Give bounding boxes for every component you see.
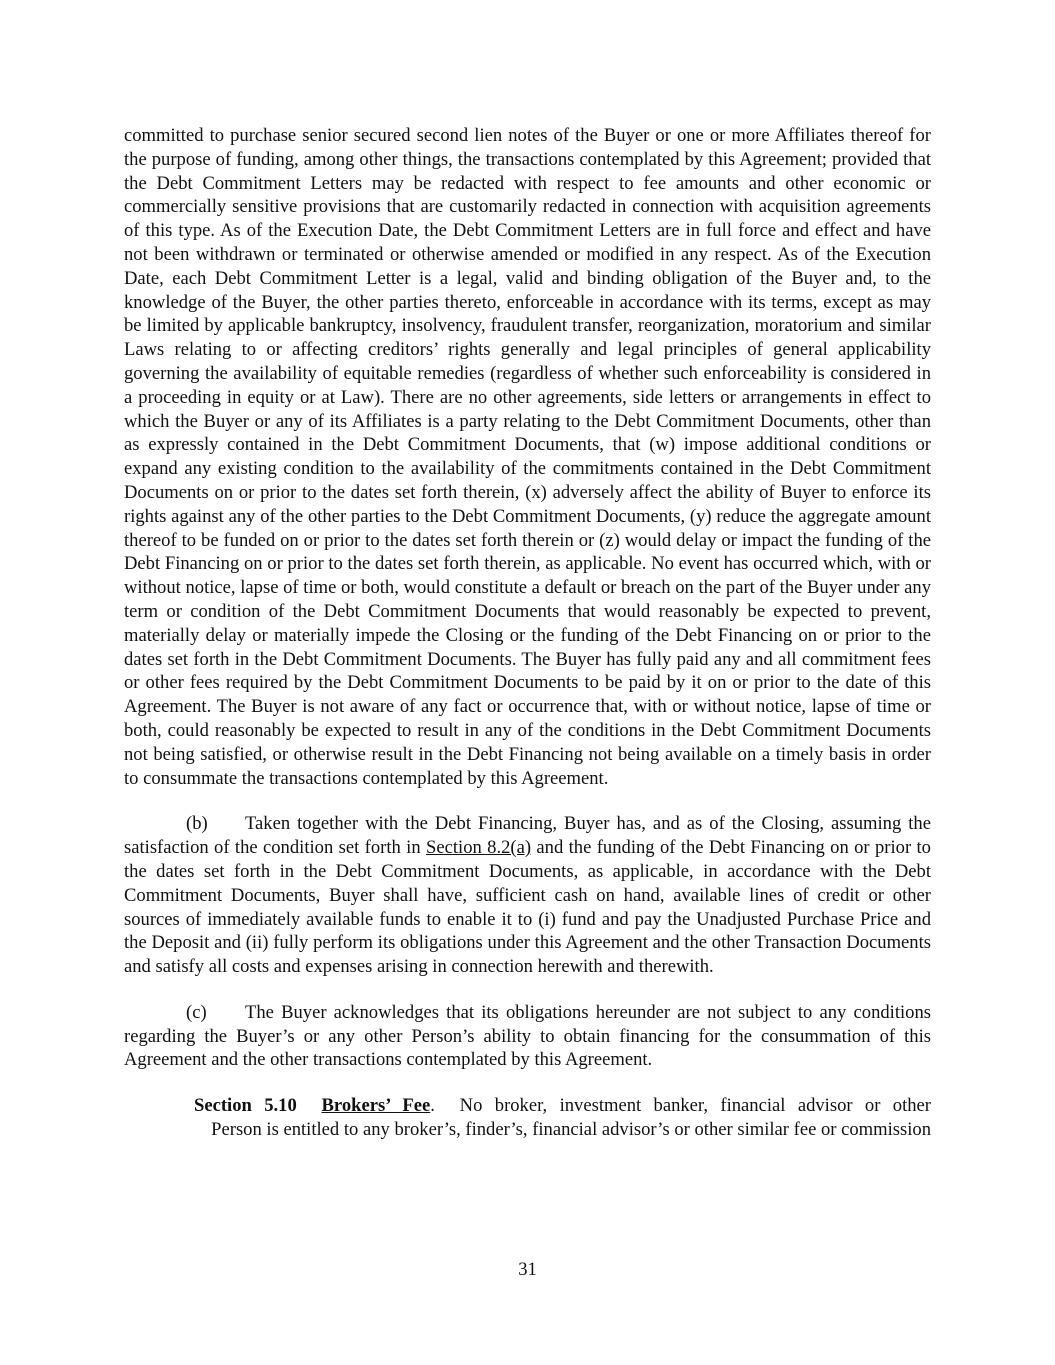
paragraph-c <box>124 1001 931 1072</box>
section-5-10-line-1: No broker, investment banker, financial advisor or other <box>459 1095 931 1117</box>
document-page <box>124 124 931 1142</box>
page-number: 31 <box>518 1259 537 1280</box>
paragraph-c-label: (c) <box>186 1001 207 1023</box>
paragraph-b-text-end: and the funding of the Debt Financing on or prior to the dates set forth in the Debt Commitment Documents, as applicable, in accordance with the Debt Commitment Documents, Buyer shall have, sufficient cash on hand, available lines of credit or other sources of immediately available funds to enable it to (i) fund and pay the Unadjusted Purchase Price and the Deposit and (ii) fully perform its obligations under this Agreement and the other Transaction Documents and satisfy all costs and expenses arising in connection herewith and therewith. <box>124 837 931 978</box>
paragraph-c-text: The Buyer acknowledges that its obligations hereunder are not subject to any conditions regarding the Buyer’s or any other Person’s ability to obtain financing for the consummation of this Agreement and the other transactions contemplated by this Agreement. <box>124 1001 931 1071</box>
section-5-10-title: Brokers’ Fee <box>321 1095 431 1117</box>
section-5-10 <box>124 1094 931 1142</box>
section-5-10-line-2: Person is entitled to any broker’s, finder’s, financial advisor’s or other similar fee or commission <box>211 1119 931 1141</box>
paragraph-b-text-start: Taken together with the Debt Financing, Buyer has, and as of the Closing, assuming the satisfaction of the condition set forth in <box>124 813 931 859</box>
paragraph-continuation: committed to purchase senior secured second lien notes of the Buyer or one or more Affiliates thereof for the purpose of funding, among other things, the transactions contemplated by this Agreement; provided that the Debt Commitment Letters may be redacted with respect to fee amounts and other economic or commercially sensitive provisions that are customarily redacted in connection with acquisition agreements of this type. As of the Execution Date, the Debt Commitment Letters are in full force and effect and have not been withdrawn or terminated or otherwise amended or modified in any respect. As of the Execution Date, each Debt Commitment Letter is a legal, valid and binding obligation of the Buyer and, to the knowledge of the Buyer, the other parties thereto, enforceable in accordance with its terms, except as may be limited by applicable bankruptcy, insolvency, fraudulent transfer, reorganization, moratorium and similar Laws relating to or affecting creditors’ rights generally and legal principles of general applicability governing the availability of equitable remedies (regardless of whether such enforceability is considered in a proceeding in equity or at Law). There are no other agreements, side letters or arrangements in effect to which the Buyer or any of its Affiliates is a party relating to the Debt Commitment Documents, other than as expressly contained in the Debt Commitment Documents, that (w) impose additional conditions or expand any existing condition to the availability of the commitments contained in the Debt Commitment Documents on or prior to the dates set forth therein, (x) adversely affect the ability of Buyer to enforce its rights against any of the other parties to the Debt Commitment Documents, (y) reduce the aggregate amount thereof to be funded on or prior to the dates set forth therein or (z) would delay or impact the funding of the Debt Financing on or prior to the dates set forth therein, as applicable. No event has occurred which, with or without notice, lapse of time or both, would constitute a default or breach on the part of the Buyer under any term or condition of the Debt Commitment Documents that would reasonably be expected to prevent, materially delay or materially impede the Closing or the funding of the Debt Financing on or prior to the dates set forth in the Debt Commitment Documents. The Buyer has fully paid any and all commitment fees or other fees required by the Debt Commitment Documents to be paid by it on or prior to the date of this Agreement. The Buyer is not aware of any fact or occurrence that, with or without notice, lapse of time or both, could reasonably be expected to result in any of the conditions in the Debt Commitment Documents not being satisfied, or otherwise result in the Debt Financing not being available on a timely basis in order to consummate the transactions contemplated by this Agreement. <box>124 125 931 789</box>
section-5-10-heading-line <box>124 1094 931 1118</box>
paragraph-b-label: (b) <box>186 813 208 835</box>
section-5-10-title-punct: . <box>430 1095 435 1117</box>
paragraph-b <box>124 812 931 979</box>
section-8-2a-reference: Section 8.2(a) <box>426 837 532 859</box>
section-5-10-number: Section 5.10 <box>194 1095 297 1117</box>
